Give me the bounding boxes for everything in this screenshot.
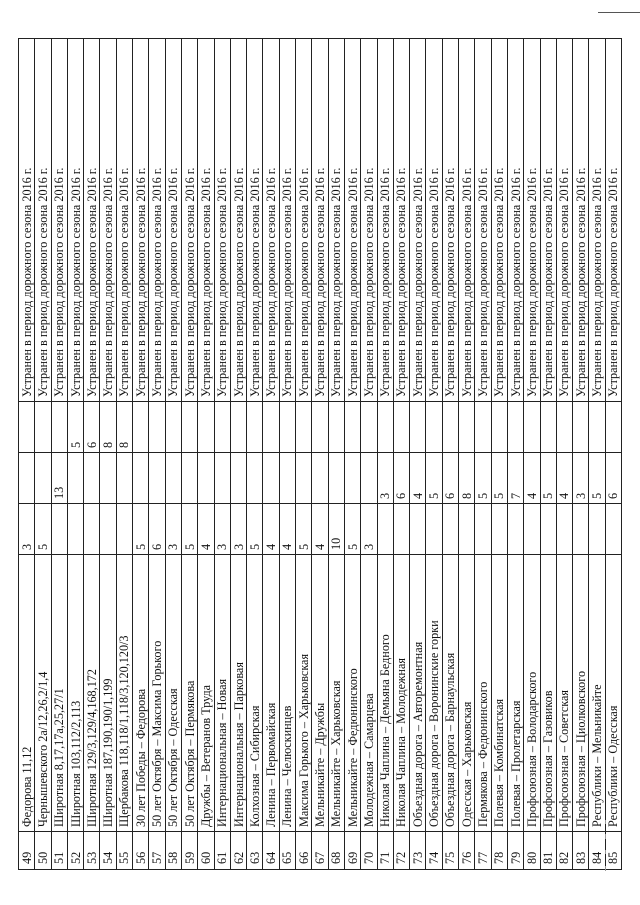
address-cell: Дружбы – Ветеранов Труда [198,555,214,832]
address-cell: Широтная 129/3,129/4,168,172 [84,555,100,832]
count-cell-2: 4 [410,453,426,504]
row-number: 52 [67,832,83,870]
status-cell: Устранен в период дорожного сезона 2016 г. [181,39,197,402]
table-row [393,39,409,870]
status-cell: Устранен в период дорожного сезона 2016 г. [198,39,214,402]
status-cell: Устранен в период дорожного сезона 2016 г. [573,39,589,402]
count-cell-1 [507,504,523,555]
status-cell: Устранен в период дорожного сезона 2016 г. [393,39,409,402]
table-row [344,39,360,870]
row-number: 69 [344,832,360,870]
count-cell-3 [556,402,572,453]
count-cell-3 [442,402,458,453]
address-cell: Широтная 187,190,190/1,199 [100,555,116,832]
count-cell-3 [214,402,230,453]
count-cell-3 [296,402,312,453]
table-row [247,39,263,870]
table-row [263,39,279,870]
table-row [84,39,100,870]
count-cell-1 [442,504,458,555]
row-number: 80 [524,832,540,870]
repair-table [18,38,622,870]
table-row [35,39,51,870]
status-cell: Устранен в период дорожного сезона 2016 г. [165,39,181,402]
count-cell-2: 7 [507,453,523,504]
row-number: 54 [100,832,116,870]
row-number: 63 [247,832,263,870]
count-cell-3 [19,402,35,453]
count-cell-3 [328,402,344,453]
row-number: 72 [393,832,409,870]
address-cell: Николая Чаплина – Демьяна Бедного [377,555,393,832]
count-cell-1 [475,504,491,555]
row-number: 76 [459,832,475,870]
row-number: 49 [19,832,35,870]
table-row [312,39,328,870]
row-number: 53 [84,832,100,870]
status-cell: Устранен в период дорожного сезона 2016 г. [605,39,621,402]
status-cell: Устранен в период дорожного сезона 2016 г. [312,39,328,402]
row-number: 64 [263,832,279,870]
row-number: 60 [198,832,214,870]
count-cell-2 [296,453,312,504]
count-cell-1: 10 [328,504,344,555]
count-cell-2: 5 [589,453,605,504]
count-cell-2 [100,453,116,504]
address-cell: Профсоюзная – Циолковского [573,555,589,832]
count-cell-2: 5 [491,453,507,504]
address-cell: Профсоюзная – Володарского [524,555,540,832]
count-cell-1: 5 [344,504,360,555]
count-cell-1: 5 [247,504,263,555]
address-cell: Щербакова 118,118/1,118/3,120,120/3 [116,555,132,832]
count-cell-1 [84,504,100,555]
status-cell: Устранен в период дорожного сезона 2016 г. [279,39,295,402]
count-cell-2 [19,453,35,504]
count-cell-1 [459,504,475,555]
count-cell-1: 4 [312,504,328,555]
status-cell: Устранен в период дорожного сезона 2016 г. [149,39,165,402]
address-cell: Республики – Одесская [605,555,621,832]
count-cell-1: 4 [198,504,214,555]
address-cell: Чернышевского 2а/12,26,2/1,4 [35,555,51,832]
row-number: 66 [296,832,312,870]
row-number: 59 [181,832,197,870]
address-cell: Объездная дорога – Авторемонтная [410,555,426,832]
count-cell-2: 5 [475,453,491,504]
table-row [165,39,181,870]
address-cell: Широтная 8,17,17а,25,27/1 [51,555,67,832]
table-row [198,39,214,870]
address-cell: Мельникайте – Харьковская [328,555,344,832]
count-cell-1 [491,504,507,555]
count-cell-3 [247,402,263,453]
row-number: 78 [491,832,507,870]
address-cell: Объездная дорога – Воронинские горки [426,555,442,832]
table-row [426,39,442,870]
count-cell-1: 4 [279,504,295,555]
count-cell-2: 3 [377,453,393,504]
address-cell: Федорова 11,12 [19,555,35,832]
table-row [491,39,507,870]
address-cell: Колхозная – Сибирская [247,555,263,832]
status-cell: Устранен в период дорожного сезона 2016 г. [328,39,344,402]
address-cell: Профсоюзная – Советская [556,555,572,832]
row-number: 83 [573,832,589,870]
count-cell-3 [491,402,507,453]
address-cell: 50 лет Октября – Пермякова [181,555,197,832]
address-cell: Полевая – Комбинатская [491,555,507,832]
status-cell: Устранен в период дорожного сезона 2016 г. [540,39,556,402]
address-cell: Ленина – Челюскинцев [279,555,295,832]
count-cell-3 [165,402,181,453]
row-number: 84 [589,832,605,870]
count-cell-2: 6 [605,453,621,504]
count-cell-3: 6 [84,402,100,453]
status-cell: Устранен в период дорожного сезона 2016 г. [507,39,523,402]
table-row [116,39,132,870]
count-cell-2 [312,453,328,504]
count-cell-2: 3 [573,453,589,504]
count-cell-1 [51,504,67,555]
table-row [442,39,458,870]
scan-specks [600,820,612,880]
row-number: 57 [149,832,165,870]
status-cell: Устранен в период дорожного сезона 2016 г. [263,39,279,402]
count-cell-3 [459,402,475,453]
count-cell-1 [116,504,132,555]
count-cell-3 [344,402,360,453]
count-cell-2 [35,453,51,504]
row-number: 67 [312,832,328,870]
count-cell-3 [263,402,279,453]
count-cell-1 [605,504,621,555]
count-cell-2 [165,453,181,504]
status-cell: Устранен в период дорожного сезона 2016 г. [84,39,100,402]
row-number: 74 [426,832,442,870]
status-cell: Устранен в период дорожного сезона 2016 г. [377,39,393,402]
count-cell-2: 6 [442,453,458,504]
status-cell: Устранен в период дорожного сезона 2016 г. [475,39,491,402]
count-cell-1 [524,504,540,555]
address-cell: Пермякова – Федюнинского [475,555,491,832]
page-corner-mark [598,0,640,13]
table-row [149,39,165,870]
row-number: 70 [361,832,377,870]
count-cell-1: 4 [263,504,279,555]
count-cell-3 [507,402,523,453]
count-cell-1 [393,504,409,555]
address-cell: Мельникайте – Дружбы [312,555,328,832]
count-cell-2: 5 [426,453,442,504]
count-cell-2 [198,453,214,504]
count-cell-1 [426,504,442,555]
row-number: 58 [165,832,181,870]
row-number: 75 [442,832,458,870]
address-cell: Республики – Мельникайте [589,555,605,832]
count-cell-2 [279,453,295,504]
row-number: 62 [230,832,246,870]
count-cell-1: 3 [165,504,181,555]
count-cell-2 [361,453,377,504]
table-row [214,39,230,870]
table-row [540,39,556,870]
table-row [328,39,344,870]
row-number: 55 [116,832,132,870]
table-row [100,39,116,870]
count-cell-3 [361,402,377,453]
count-cell-1: 5 [35,504,51,555]
count-cell-3 [426,402,442,453]
address-cell: Интернациональная – Новая [214,555,230,832]
table-row [67,39,83,870]
status-cell: Устранен в период дорожного сезона 2016 г. [51,39,67,402]
count-cell-1: 3 [361,504,377,555]
count-cell-3: 8 [100,402,116,453]
count-cell-2 [263,453,279,504]
table-row [475,39,491,870]
count-cell-3 [51,402,67,453]
table-row [19,39,35,870]
row-number: 71 [377,832,393,870]
count-cell-2 [328,453,344,504]
address-cell: Объездная дорога – Барнаульская [442,555,458,832]
count-cell-1 [67,504,83,555]
count-cell-3 [230,402,246,453]
status-cell: Устранен в период дорожного сезона 2016 г. [524,39,540,402]
status-cell: Устранен в период дорожного сезона 2016 г. [296,39,312,402]
count-cell-3 [410,402,426,453]
count-cell-2 [344,453,360,504]
count-cell-3 [377,402,393,453]
table-row [605,39,621,870]
count-cell-2 [230,453,246,504]
count-cell-2: 4 [524,453,540,504]
status-cell: Устранен в период дорожного сезона 2016 г. [100,39,116,402]
table-row [410,39,426,870]
count-cell-1: 3 [19,504,35,555]
count-cell-1: 3 [230,504,246,555]
status-cell: Устранен в период дорожного сезона 2016 г. [426,39,442,402]
status-cell: Устранен в период дорожного сезона 2016 г. [67,39,83,402]
status-cell: Устранен в период дорожного сезона 2016 г. [230,39,246,402]
count-cell-1 [100,504,116,555]
count-cell-3 [605,402,621,453]
status-cell: Устранен в период дорожного сезона 2016 г. [214,39,230,402]
table-row [556,39,572,870]
status-cell: Устранен в период дорожного сезона 2016 г. [459,39,475,402]
count-cell-3 [573,402,589,453]
count-cell-2: 13 [51,453,67,504]
row-number: 73 [410,832,426,870]
table-container [18,38,621,870]
count-cell-1: 5 [133,504,149,555]
count-cell-3 [35,402,51,453]
count-cell-2: 4 [556,453,572,504]
row-number: 61 [214,832,230,870]
address-cell: 50 лет Октября – Максима Горького [149,555,165,832]
status-cell: Устранен в период дорожного сезона 2016 г. [116,39,132,402]
count-cell-3: 5 [67,402,83,453]
status-cell: Устранен в период дорожного сезона 2016 г. [35,39,51,402]
count-cell-1: 6 [149,504,165,555]
address-cell: Интернациональная – Парковая [230,555,246,832]
table-row [51,39,67,870]
address-cell: Николая Чаплина – Молодежная [393,555,409,832]
row-number: 56 [133,832,149,870]
status-cell: Устранен в период дорожного сезона 2016 г. [361,39,377,402]
count-cell-3 [475,402,491,453]
count-cell-2 [149,453,165,504]
table-row [573,39,589,870]
count-cell-3 [133,402,149,453]
table-row [507,39,523,870]
count-cell-2 [181,453,197,504]
count-cell-1 [573,504,589,555]
row-number: 68 [328,832,344,870]
count-cell-1: 5 [296,504,312,555]
row-number: 85 [605,832,621,870]
count-cell-3 [149,402,165,453]
address-cell: Ленина – Первомайская [263,555,279,832]
status-cell: Устранен в период дорожного сезона 2016 г. [442,39,458,402]
count-cell-1 [589,504,605,555]
address-cell: Широтная 103,112/2,113 [67,555,83,832]
status-cell: Устранен в период дорожного сезона 2016 г. [344,39,360,402]
table-row [361,39,377,870]
count-cell-1 [410,504,426,555]
count-cell-2: 8 [459,453,475,504]
table-row [279,39,295,870]
address-cell: Мельникайте – Федюнинского [344,555,360,832]
status-cell: Устранен в период дорожного сезона 2016 г. [556,39,572,402]
count-cell-3 [589,402,605,453]
address-cell: Профсоюзная – Газовиков [540,555,556,832]
address-cell: Одесская – Харьковская [459,555,475,832]
address-cell: Максима Горького – Харьковская [296,555,312,832]
table-row [377,39,393,870]
count-cell-3 [540,402,556,453]
count-cell-1: 5 [181,504,197,555]
table-body [19,39,622,870]
rotated-table [18,38,621,870]
table-row [133,39,149,870]
row-number: 51 [51,832,67,870]
row-number: 81 [540,832,556,870]
row-number: 50 [35,832,51,870]
count-cell-1 [556,504,572,555]
count-cell-2 [67,453,83,504]
status-cell: Устранен в период дорожного сезона 2016 г. [589,39,605,402]
count-cell-2 [116,453,132,504]
count-cell-1 [377,504,393,555]
table-row [230,39,246,870]
count-cell-2 [247,453,263,504]
address-cell: Молодежная – Самарцева [361,555,377,832]
count-cell-3 [181,402,197,453]
status-cell: Устранен в период дорожного сезона 2016 г. [491,39,507,402]
row-number: 65 [279,832,295,870]
status-cell: Устранен в период дорожного сезона 2016 г. [133,39,149,402]
count-cell-2: 6 [393,453,409,504]
count-cell-3 [279,402,295,453]
count-cell-3: 8 [116,402,132,453]
count-cell-1: 3 [214,504,230,555]
count-cell-3 [393,402,409,453]
table-row [589,39,605,870]
count-cell-2: 5 [540,453,556,504]
count-cell-1 [540,504,556,555]
address-cell: 50 лет Октября – Одесская [165,555,181,832]
count-cell-2 [214,453,230,504]
table-row [459,39,475,870]
table-row [181,39,197,870]
count-cell-2 [133,453,149,504]
table-row [524,39,540,870]
table-row [296,39,312,870]
count-cell-2 [84,453,100,504]
address-cell: Полевая – Пролетарская [507,555,523,832]
count-cell-3 [312,402,328,453]
status-cell: Устранен в период дорожного сезона 2016 г. [410,39,426,402]
row-number: 77 [475,832,491,870]
status-cell: Устранен в период дорожного сезона 2016 г. [19,39,35,402]
count-cell-3 [524,402,540,453]
count-cell-3 [198,402,214,453]
status-cell: Устранен в период дорожного сезона 2016 г. [247,39,263,402]
address-cell: 30 лет Победы – Федорова [133,555,149,832]
row-number: 79 [507,832,523,870]
row-number: 82 [556,832,572,870]
